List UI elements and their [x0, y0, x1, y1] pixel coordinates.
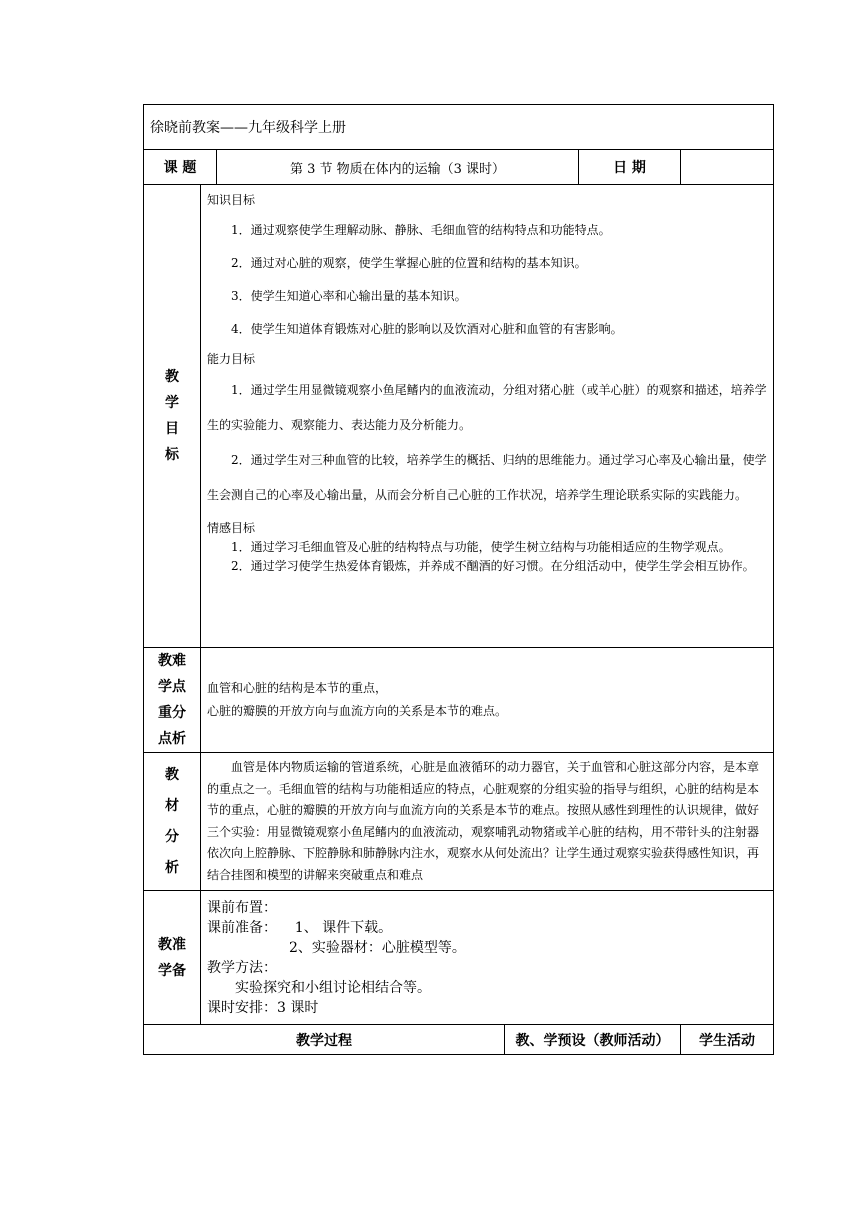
preparation-row [144, 891, 774, 1025]
difficulty-content [201, 648, 774, 753]
preparation-line: 实验探究和小组讨论相结合等。 [235, 979, 431, 996]
preparation-content [201, 891, 774, 1025]
preparation-line: 教学方法： [207, 959, 277, 976]
course-row [144, 150, 774, 185]
emotion-item: 1．通过学习毛细血管及心脏的结构特点与功能，使学生树立结构与功能相适应的生物学观点。 [231, 540, 731, 554]
ability-title: 能力目标 [207, 352, 256, 366]
date-label: 日 期 [579, 150, 681, 185]
preparation-line: 课前准备： 1、 课件下载。 [207, 919, 393, 936]
objectives-content [201, 185, 774, 648]
document-title: 徐晓前教案——九年级科学上册 [144, 105, 774, 150]
knowledge-item: 3．使学生知道心率和心输出量的基本知识。 [231, 289, 467, 303]
knowledge-item: 2．通过对心脏的观察，使学生掌握心脏的位置和结构的基本知识。 [231, 256, 587, 270]
lesson-plan-table [143, 104, 774, 1055]
process-col-teacher: 教、学预设（教师活动） [505, 1025, 681, 1055]
difficulty-row [144, 648, 774, 753]
knowledge-item: 1．通过观察使学生理解动脉、静脉、毛细血管的结构特点和功能特点。 [231, 223, 611, 237]
ability-item: 2．通过学生对三种血管的比较，培养学生的概括、归纳的思维能力。通过学习心率及心输出量，使学生会测自己的心率及心输出量，从而会分析自己心脏的工作状况，培养学生理论联系实际的实践能力。 [207, 453, 767, 502]
material-row [144, 753, 774, 891]
objectives-row [144, 185, 774, 648]
difficulty-line: 心脏的瓣膜的开放方向与血流方向的关系是本节的难点。 [207, 704, 508, 718]
preparation-line: 2、实验器材：心脏模型等。 [289, 939, 466, 956]
header-row [144, 105, 774, 150]
course-label: 课 题 [144, 150, 217, 185]
difficulty-line: 血管和心脏的结构是本节的重点， [207, 681, 388, 695]
knowledge-title: 知识目标 [207, 193, 256, 207]
course-value: 第 3 节 物质在体内的运输（3 课时） [217, 150, 579, 185]
preparation-line: 课时安排：3 课时 [207, 999, 319, 1016]
emotion-title: 情感目标 [207, 521, 256, 535]
knowledge-item: 4．使学生知道体育锻炼对心脏的影响以及饮酒对心脏和血管的有害影响。 [231, 322, 623, 336]
material-text: 血管是体内物质运输的管道系统，心脏是血液循环的动力器官，关于血管和心脏这部分内容，是本章的重点之一。毛细血管的结构与功能相适应的特点，心脏观察的分组实验的指导与组织，心脏的结构是本节的重点，心脏的瓣膜的开放方向与血流方向的关系是本节的难点。按照从感性到理性的认识规律，做好三个实验：用显微镜观察小鱼尾鳍内的血液流动，观察哺乳动物猪或羊心脏的结构，用不带针头的注射器依次向上腔静脉、下腔静脉和肺静脉内注水，观察水从何处流出？让学生通过观察实验获得感性知识，再结合挂图和模型的讲解来突破重点和难点 [207, 760, 760, 882]
process-header-row [144, 1025, 774, 1055]
objectives-label: 教 学 目 标 [144, 185, 201, 648]
date-value [681, 150, 774, 185]
preparation-line: 课前布置： [207, 899, 277, 916]
preparation-label: 教准 学备 [144, 891, 201, 1025]
emotion-item: 2．通过学习使学生热爱体育锻炼，并养成不酗酒的好习惯。在分组活动中，使学生学会相互协作。 [231, 559, 755, 573]
material-content [201, 753, 774, 891]
ability-item: 1．通过学生用显微镜观察小鱼尾鳍内的血液流动，分组对猪心脏（或羊心脏）的观察和描述，培养学生的实验能力、观察能力、表达能力及分析能力。 [207, 383, 767, 432]
lesson-plan-document [143, 104, 773, 1055]
material-label: 教 材 分 析 [144, 753, 201, 891]
process-col-teaching: 教学过程 [144, 1025, 505, 1055]
difficulty-label: 教难 学点 重分 点析 [144, 648, 201, 753]
process-col-student: 学生活动 [681, 1025, 774, 1055]
